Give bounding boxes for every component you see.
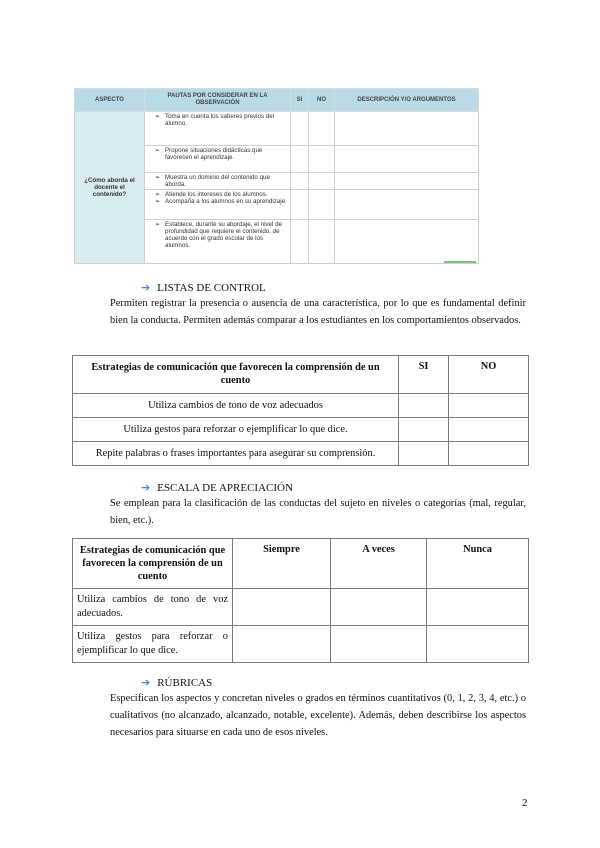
rating-cell-nunca[interactable] xyxy=(427,626,529,663)
image-table-header: DESCRIPCIÓN Y/O ARGUMENTOS xyxy=(335,89,479,112)
image-table-header: SI xyxy=(291,89,309,112)
rating-cell-a-veces[interactable] xyxy=(331,626,427,663)
table-row xyxy=(73,589,529,626)
image-edge-mark xyxy=(444,261,476,263)
pauta-cell: ➢ Establece, durante su abordaje, el nivel de profundidad que requiere el contenido, de acuerdo con el grado escolar de los alumnos. xyxy=(145,220,291,264)
table-cell: Utiliza gestos para reforzar o ejemplificar lo que dice. xyxy=(73,418,399,442)
section-heading-escala xyxy=(141,481,293,494)
arrow-bullet-icon: ➢ xyxy=(155,174,161,181)
table-row xyxy=(73,442,529,466)
aspect-cell: ¿Cómo aborda el docente el contenido? xyxy=(75,112,145,264)
rating-cell-siempre[interactable] xyxy=(233,626,331,663)
section-title: ESCALA DE APRECIACIÓN xyxy=(157,481,293,494)
rating-cell-siempre[interactable] xyxy=(233,589,331,626)
pauta-cell: ➢ Muestra un dominio del contenido que aborda. xyxy=(145,173,291,190)
checkbox-cell-si[interactable] xyxy=(399,442,449,466)
pauta-cell: ➢ Propone situaciones didácticas que favorecen el aprendizaje. xyxy=(145,146,291,173)
arrow-right-icon: ➔ xyxy=(141,481,151,494)
table-header-cell: A veces xyxy=(331,539,427,589)
pauta-cell: ➢ Toma en cuenta los saberes previos del alumno. xyxy=(145,112,291,146)
image-table-header: ASPECTO xyxy=(75,89,145,112)
table-header-cell: Estrategias de comunicación que favorecen la comprensión de un cuento xyxy=(73,356,399,394)
section-heading-listas xyxy=(141,281,266,294)
appreciation-scale-table xyxy=(72,538,529,663)
image-table-header: PAUTAS POR CONSIDERAR EN LA OBSERVACIÓN xyxy=(145,89,291,112)
checkbox-cell-si[interactable] xyxy=(399,418,449,442)
section-paragraph: Se emplean para la clasificación de las conductas del sujeto en niveles o categorías (mal, regular, bien, etc.). xyxy=(110,498,526,526)
table-header-cell: SI xyxy=(399,356,449,394)
section-title: LISTAS DE CONTROL xyxy=(157,281,266,294)
table-row xyxy=(73,626,529,663)
table-header-cell: Estrategias de comunicación que favorecen la comprensión de un cuento xyxy=(73,539,233,589)
arrow-bullet-icon: ➢ xyxy=(155,191,161,198)
checkbox-cell-no[interactable] xyxy=(449,394,529,418)
arrow-bullet-icon: ➢ xyxy=(155,221,161,228)
table-cell: Utiliza gestos para reforzar o ejemplificar lo que dice. xyxy=(73,626,233,663)
table-header-cell: Siempre xyxy=(233,539,331,589)
table-cell: Utiliza cambios de tono de voz adecuados xyxy=(73,394,399,418)
arrow-right-icon: ➔ xyxy=(141,281,151,294)
arrow-bullet-icon: ➢ xyxy=(155,147,161,154)
observation-guide-image-table xyxy=(74,88,479,264)
table-cell: Repite palabras o frases importantes para asegurar su comprensión. xyxy=(73,442,399,466)
arrow-bullet-icon: ➢ xyxy=(155,198,161,205)
section-title: RÚBRICAS xyxy=(157,676,213,689)
table-header-cell: NO xyxy=(449,356,529,394)
rating-cell-a-veces[interactable] xyxy=(331,589,427,626)
table-row xyxy=(73,418,529,442)
arrow-right-icon: ➔ xyxy=(141,676,151,689)
table-cell: Utiliza cambios de tono de voz adecuados. xyxy=(73,589,233,626)
arrow-bullet-icon: ➢ xyxy=(155,113,161,120)
table-header-cell: Nunca xyxy=(427,539,529,589)
table-row xyxy=(73,394,529,418)
pauta-cell: ➢ Atiende los intereses de los alumnos. ➢ Acompaña a los alumnos en su aprendizaje. xyxy=(145,190,291,220)
table-header-row xyxy=(73,539,529,589)
table-header-row xyxy=(73,356,529,394)
image-table-row xyxy=(75,112,479,146)
section-paragraph: Permiten registrar la presencia o ausencia de una característica, por lo que es fundamental definir bien la conducta. Permiten además comparar a los estudiantes en los comportamientos observados. xyxy=(110,298,526,326)
checkbox-cell-si[interactable] xyxy=(399,394,449,418)
control-list-table xyxy=(72,355,529,466)
checkbox-cell-no[interactable] xyxy=(449,442,529,466)
page-number: 2 xyxy=(522,797,528,809)
section-paragraph: Especifican los aspectos y concretan niveles o grados en términos cuantitativos (0, 1, 2, 3, 4, etc.) o cualitativos (no alcanzado, alcanzado, notable, excelente). Además, deben describirse los aspectos necesarios para situarse en cada uno de esos niveles. xyxy=(110,693,526,738)
image-table-header-row xyxy=(75,89,479,112)
image-table-header: NO xyxy=(309,89,335,112)
rating-cell-nunca[interactable] xyxy=(427,589,529,626)
checkbox-cell-no[interactable] xyxy=(449,418,529,442)
section-heading-rubricas xyxy=(141,676,212,689)
